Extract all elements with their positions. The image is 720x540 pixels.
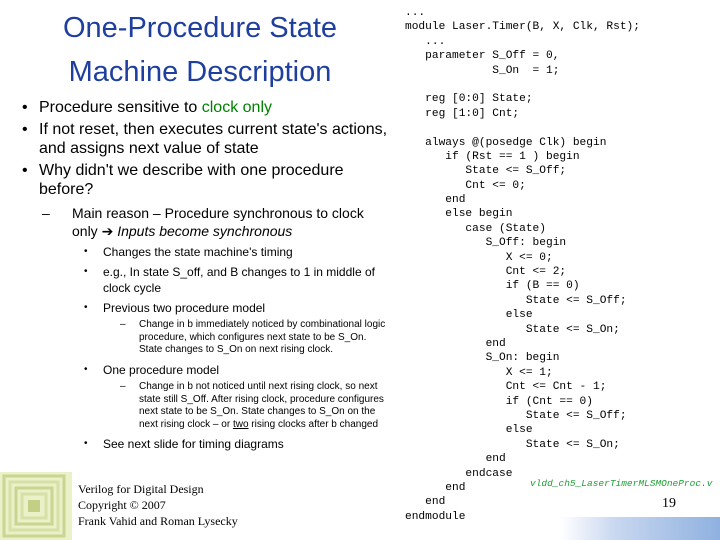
underlined-text: two bbox=[232, 418, 249, 430]
bullet-text: Previous two procedure model bbox=[103, 300, 266, 315]
bullet-item bbox=[22, 98, 392, 117]
bullet-dot: • bbox=[84, 301, 88, 313]
code-line: module Laser.Timer(B, X, Clk, Rst); bbox=[405, 21, 640, 34]
bullet-text: Change in b immediately noticed by combinational logic procedure, which configures next state to be S_On. State changes to S_On on next rising clock. bbox=[139, 319, 386, 355]
footer-credits bbox=[78, 481, 238, 529]
highlight-text: clock only bbox=[201, 99, 272, 116]
slide-title bbox=[30, 6, 370, 94]
code-line: S_On = 1; bbox=[405, 64, 560, 77]
authors: Frank Vahid and Roman Lysecky bbox=[78, 514, 238, 528]
bullet-item bbox=[22, 120, 392, 158]
sub-sub-bullet-item bbox=[22, 362, 392, 379]
arrow-icon: ➔ bbox=[101, 224, 114, 240]
code-line: State <= S_Off; bbox=[405, 409, 627, 422]
bullet-text: See next slide for timing diagrams bbox=[103, 437, 284, 451]
code-line: ... bbox=[405, 35, 446, 48]
slide-title-line1: One-Procedure State bbox=[62, 12, 338, 44]
sub-sub-bullet-item bbox=[22, 244, 392, 261]
code-line: else bbox=[405, 309, 533, 322]
code-line: end bbox=[405, 453, 506, 466]
bullet-text: One procedure model bbox=[103, 362, 220, 377]
code-line: end bbox=[405, 496, 446, 509]
bullet-text: Procedure sensitive to bbox=[39, 99, 202, 116]
code-listing bbox=[405, 6, 717, 524]
bullet-text: Why didn't we describe with one procedure before? bbox=[39, 162, 344, 198]
code-line: Cnt <= 2; bbox=[405, 266, 567, 279]
code-line: S_On: begin bbox=[405, 352, 560, 365]
bullet-dash: – bbox=[120, 319, 126, 330]
bullet-text: rising clocks after b changed bbox=[248, 418, 379, 430]
code-line: endcase bbox=[405, 467, 513, 480]
sub-bullet-item bbox=[22, 204, 392, 241]
bullet-dot: • bbox=[22, 99, 28, 116]
sub-sub-bullet-item bbox=[22, 300, 392, 317]
page-number: 19 bbox=[662, 496, 676, 511]
code-line: State <= S_On; bbox=[405, 323, 620, 336]
bullet-italic-text: Inputs become synchronous bbox=[113, 223, 293, 239]
copyright: Copyright © 2007 bbox=[78, 498, 166, 512]
book-logo-icon bbox=[0, 472, 72, 540]
bullet-dot: • bbox=[84, 265, 88, 277]
bullet-dash: – bbox=[120, 381, 126, 392]
code-line: X <= 1; bbox=[405, 366, 553, 379]
sub-sub-bullet-item bbox=[22, 264, 392, 297]
code-line: Cnt <= Cnt - 1; bbox=[405, 381, 607, 394]
code-line: ... bbox=[405, 7, 426, 19]
code-line: State <= S_Off; bbox=[405, 294, 627, 307]
code-line: end bbox=[405, 194, 466, 207]
bullet-text: Main reason – Procedure synchronous to clock only bbox=[72, 205, 364, 239]
bullet-dot: • bbox=[84, 438, 88, 449]
bullet-dot: • bbox=[84, 363, 88, 375]
bullet-text: Change in b not noticed until next rising clock, so next state still S_Off. After rising clock, procedure configures next state to be S_On. State changes to S_On on the next rising clock – or bbox=[139, 381, 384, 430]
file-name: vldd_ch5_LaserTimerMLSMOneProc.v bbox=[530, 478, 713, 489]
code-line: reg [1:0] Cnt; bbox=[405, 107, 520, 120]
code-line: else bbox=[405, 424, 533, 437]
sub-sub-bullet-item bbox=[22, 436, 392, 453]
code-line bbox=[405, 78, 717, 92]
code-line: end bbox=[405, 481, 466, 494]
book-title: Verilog for Digital Design bbox=[78, 482, 204, 496]
code-line bbox=[405, 121, 717, 135]
bullet-list bbox=[22, 98, 392, 456]
code-line: S_Off: begin bbox=[405, 237, 567, 250]
bullet-item bbox=[22, 161, 392, 199]
code-line: if (B == 0) bbox=[405, 280, 580, 293]
bullet-text: e.g., In state S_off, and B changes to 1 in middle of clock cycle bbox=[103, 264, 375, 295]
footer-gradient-bar bbox=[560, 517, 720, 540]
code-line: reg [0:0] State; bbox=[405, 93, 533, 106]
level4-bullet-item bbox=[22, 381, 392, 431]
code-line: parameter S_Off = 0, bbox=[405, 50, 560, 63]
code-line: if (Cnt == 0) bbox=[405, 395, 593, 408]
code-line: case (State) bbox=[405, 222, 546, 235]
bullet-dot: • bbox=[22, 121, 28, 138]
code-line: end bbox=[405, 337, 506, 350]
bullet-text: If not reset, then executes current state's actions, and assigns next value of state bbox=[39, 121, 388, 157]
code-line: State <= S_On; bbox=[405, 438, 620, 451]
code-line: endmodule bbox=[405, 510, 466, 523]
bullet-text: Changes the state machine's timing bbox=[103, 245, 293, 259]
level4-bullet-item bbox=[22, 319, 392, 357]
code-line: Cnt <= 0; bbox=[405, 179, 526, 192]
bullet-dot: • bbox=[84, 246, 88, 257]
code-line: if (Rst == 1 ) begin bbox=[405, 150, 580, 163]
code-line: X <= 0; bbox=[405, 251, 553, 264]
slide-title-line2: Machine Description bbox=[68, 56, 332, 88]
bullet-dot: • bbox=[22, 162, 28, 179]
code-line: always @(posedge Clk) begin bbox=[405, 136, 607, 149]
code-line: else begin bbox=[405, 208, 513, 221]
bullet-dash: – bbox=[42, 205, 50, 221]
code-line: State <= S_Off; bbox=[405, 165, 567, 178]
